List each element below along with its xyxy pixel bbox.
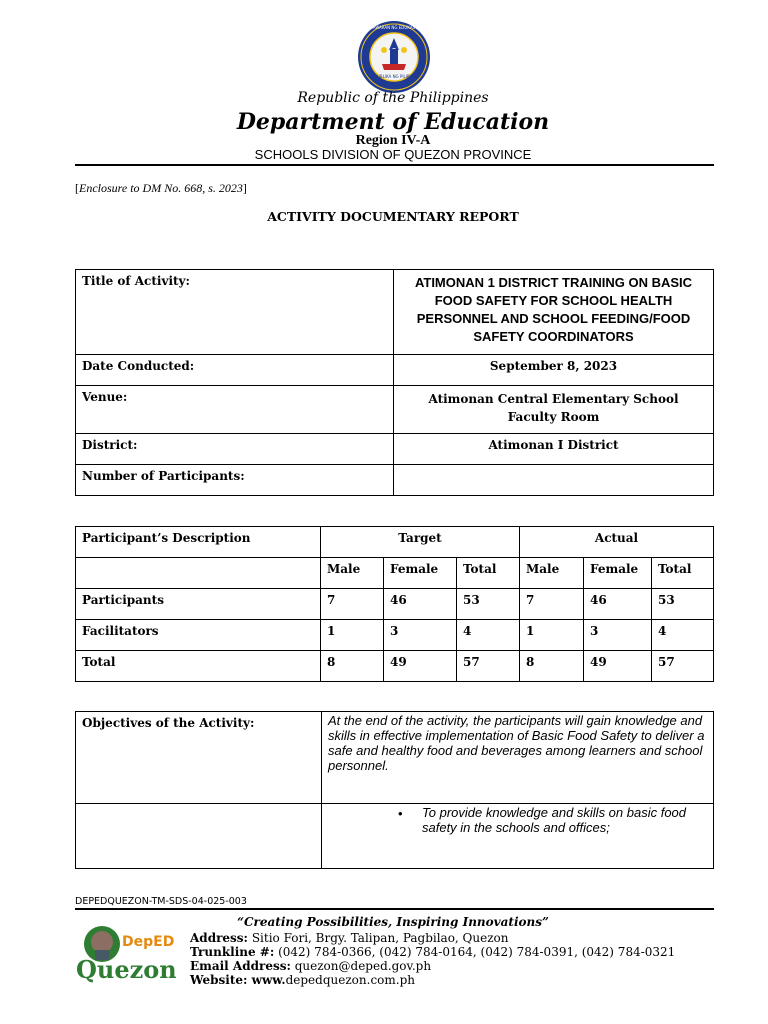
deped-quezon-logo: [76, 922, 176, 986]
venue-label: Venue:: [76, 386, 394, 434]
cell: 3: [384, 620, 457, 651]
logo-bottom-text: Quezon: [76, 955, 176, 984]
blank-cell: [76, 558, 321, 589]
actual-header: Actual: [520, 527, 714, 558]
table-row: [76, 589, 714, 620]
department-title: Department of Education: [236, 109, 550, 135]
row-label: Total: [76, 651, 321, 682]
cell: 8: [520, 651, 584, 682]
objective-bullet: • To provide knowledge and skills on basic food safety in the schools and offices;: [322, 804, 714, 869]
cell: 1: [520, 620, 584, 651]
website-line: Website: www.depedquezon.com.ph: [190, 973, 415, 987]
bullet-icon: •: [398, 806, 403, 821]
date-label: Date Conducted:: [76, 355, 394, 386]
objectives-table: [75, 711, 714, 869]
activity-info-table: [75, 269, 714, 496]
enclosure-note: [Enclosure to DM No. 668, s. 2023]: [75, 181, 247, 195]
cell: 1: [321, 620, 384, 651]
report-title: ACTIVITY DOCUMENTARY REPORT: [267, 209, 519, 224]
table-row: [76, 620, 714, 651]
sub-header: Total: [457, 558, 520, 589]
cell: 49: [384, 651, 457, 682]
venue-value: Atimonan Central Elementary School Faculty Room: [394, 386, 714, 434]
sub-header: Male: [321, 558, 384, 589]
deped-seal: [357, 20, 431, 94]
seal-top-text: KAGAWARAN NG EDUKASYON: [364, 25, 424, 30]
trunkline-line: Trunkline #: (042) 784-0366, (042) 784-0164, (042) 784-0391, (042) 784-0321: [190, 945, 676, 959]
cell: 4: [457, 620, 520, 651]
row-label: Participants: [76, 589, 321, 620]
target-header: Target: [321, 527, 520, 558]
title-label: Title of Activity:: [76, 270, 394, 355]
district-value: Atimonan I District: [394, 434, 714, 465]
email-line: Email Address: quezon@deped.gov.ph: [190, 959, 432, 973]
seal-bottom-text: REPUBLIKA NG PILIPINAS: [369, 74, 419, 79]
cell: 53: [652, 589, 714, 620]
cell: 53: [457, 589, 520, 620]
sub-header: Female: [384, 558, 457, 589]
cell: 7: [520, 589, 584, 620]
footer-divider: [75, 908, 714, 910]
sub-header: Total: [652, 558, 714, 589]
cell: 46: [584, 589, 652, 620]
participants-value: [394, 465, 714, 496]
table-row: [76, 651, 714, 682]
cell: 49: [584, 651, 652, 682]
participants-table: [75, 526, 714, 682]
cell: 4: [652, 620, 714, 651]
cell: 3: [584, 620, 652, 651]
cell: 46: [384, 589, 457, 620]
objectives-intro: At the end of the activity, the participants will gain knowledge and skills in effective implementation of Basic Food Safety to deliver a safe and healthy food and beverages among learners and school personnel.: [322, 712, 714, 804]
tagline: “Creating Possibilities, Inspiring Innovations”: [237, 915, 549, 929]
objectives-label: Objectives of the Activity:: [76, 712, 322, 804]
date-value: September 8, 2023: [394, 355, 714, 386]
cell: 57: [457, 651, 520, 682]
cell: 7: [321, 589, 384, 620]
blank-cell: [76, 804, 322, 869]
row-label: Facilitators: [76, 620, 321, 651]
district-label: District:: [76, 434, 394, 465]
republic-line: Republic of the Philippines: [297, 90, 489, 106]
region-line: Region IV-A: [355, 133, 431, 148]
sub-header: Male: [520, 558, 584, 589]
sub-header: Female: [584, 558, 652, 589]
logo-top-text: DepED: [122, 934, 175, 950]
participants-label: Number of Participants:: [76, 465, 394, 496]
document-code: DEPEDQUEZON-TM-SDS-04-025-003: [75, 896, 247, 907]
title-value: ATIMONAN 1 DISTRICT TRAINING ON BASIC FOOD SAFETY FOR SCHOOL HEALTH PERSONNEL AND SCHOOL FEEDING/FOOD SAFETY COORDINATORS: [394, 270, 714, 355]
cell: 8: [321, 651, 384, 682]
desc-header: Participant’s Description: [76, 527, 321, 558]
division-line: SCHOOLS DIVISION OF QUEZON PROVINCE: [254, 147, 532, 162]
cell: 57: [652, 651, 714, 682]
address-line: Address: Sitio Fori, Brgy. Talipan, Pagbilao, Quezon: [190, 931, 509, 945]
header-divider: [75, 164, 714, 166]
